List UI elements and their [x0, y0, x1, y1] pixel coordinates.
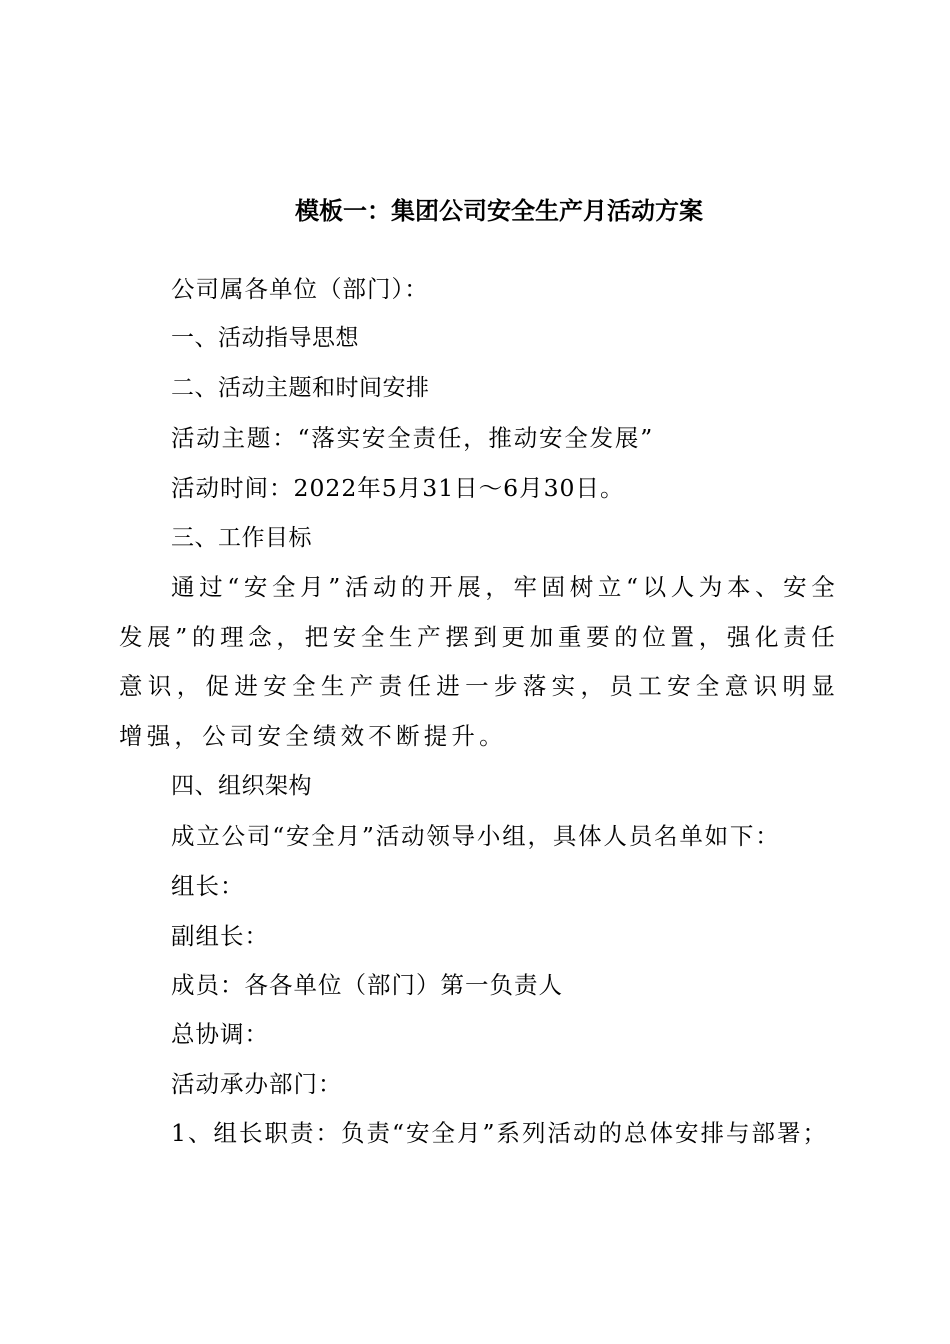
- coordinator-line: 总协调：: [171, 1020, 269, 1048]
- activity-theme-line: 活动主题：“落实安全责任，推动安全发展”: [171, 424, 655, 452]
- section-heading-theme-and-schedule: 二、活动主题和时间安排: [171, 375, 430, 401]
- team-leader-line: 组长：: [171, 872, 245, 900]
- section-heading-guiding-ideology: 一、活动指导思想: [171, 325, 359, 351]
- organizer-department-line: 活动承办部门：: [171, 1070, 343, 1098]
- work-goals-paragraph: 通过“安全月”活动的开展，牢固树立“以人为本、安全发展”的理念，把安全生产摆到更加重要的位置，强化责任意识，促进安全生产责任进一步落实，员工安全意识明显增强，公司安全绩效不断提升。: [119, 573, 839, 750]
- section-heading-work-goals: 三、工作目标: [171, 525, 312, 551]
- activity-time-line: 活动时间：2022年5月31日～6月30日。: [171, 474, 625, 502]
- document-title: 模板一：集团公司安全生产月活动方案: [295, 197, 703, 225]
- leader-duty-line: 1、组长职责：负责“安全月”系列活动的总体安排与部署；: [171, 1119, 828, 1147]
- section-heading-organization: 四、组织架构: [171, 773, 312, 799]
- members-line: 成员：各各单位（部门）第一负责人: [171, 971, 563, 999]
- salutation: 公司属各单位（部门）：: [171, 275, 429, 303]
- deputy-leader-line: 副组长：: [171, 922, 269, 950]
- organization-intro: 成立公司“安全月”活动领导小组，具体人员名单如下：: [171, 822, 781, 850]
